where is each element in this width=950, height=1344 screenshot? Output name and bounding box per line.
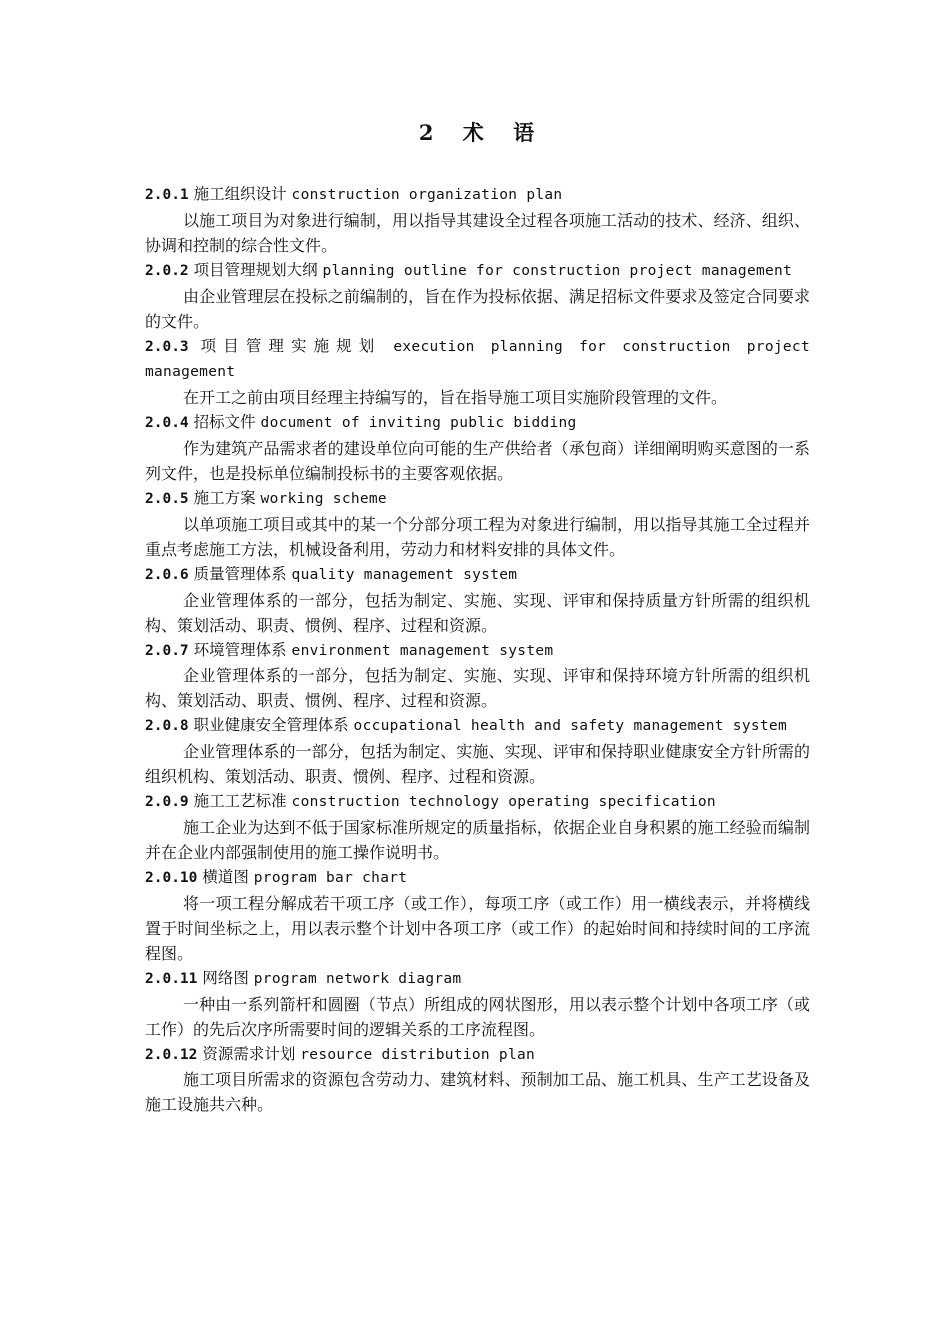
term-number: 2.0.3: [145, 338, 189, 355]
term-number: 2.0.11: [145, 970, 198, 987]
term-heading: [145, 865, 810, 891]
term-chinese-name: 项目管理规划大纲: [193, 260, 318, 279]
term-2-0-1: [145, 182, 810, 258]
term-heading: [145, 562, 810, 588]
term-definition: 企业管理体系的一部分，包括为制定、实施、实现、评审和保持职业健康安全方针所需的组织机构、策划活动、职责、惯例、程序、过程和资源。: [145, 742, 810, 787]
term-2-0-12: [145, 1042, 810, 1118]
term-2-0-11: [145, 966, 810, 1042]
term-heading: [145, 713, 810, 739]
term-english-name: program network diagram: [253, 970, 462, 987]
term-definition: 将一项工程分解成若干项工序（或工作），每项工序（或工作）用一横线表示，并将横线置于时间坐标之上，用以表示整个计划中各项工序（或工作）的起始时间和持续时间的工序流程图。: [145, 893, 810, 963]
term-number: 2.0.2: [145, 262, 189, 279]
term-chinese-name: 招标文件: [193, 413, 256, 432]
term-2-0-5: [145, 486, 810, 562]
chapter-title: 2 术 语: [418, 120, 537, 145]
term-chinese-name: 网络图: [202, 968, 249, 987]
term-2-0-2: [145, 258, 810, 334]
term-2-0-4: [145, 410, 810, 486]
term-heading: [145, 1042, 810, 1068]
term-2-0-9: [145, 789, 810, 865]
term-chinese-name: 施工方案: [193, 488, 256, 507]
term-2-0-6: [145, 562, 810, 638]
term-2-0-3: [145, 334, 810, 411]
term-chinese-name: 横道图: [202, 867, 249, 886]
term-english-name: working scheme: [260, 490, 387, 507]
term-definition: 企业管理体系的一部分，包括为制定、实施、实现、评审和保持环境方针所需的组织机构、策划活动、职责、惯例、程序、过程和资源。: [145, 666, 810, 711]
term-definition: 作为建筑产品需求者的建设单位向可能的生产供给者（承包商）详细阐明购买意图的一系列文件，也是投标单位编制投标书的主要客观依据。: [145, 438, 810, 483]
term-number: 2.0.12: [145, 1046, 198, 1063]
term-number: 2.0.1: [145, 187, 189, 203]
term-definition: 一种由一系列箭杆和圆圈（节点）所组成的网状图形，用以表示整个计划中各项工序（或工作）的先后次序所需要时间的逻辑关系的工序流程图。: [145, 994, 810, 1039]
term-definition: 以施工项目为对象进行编制，用以指导其建设全过程各项施工活动的技术、经济、组织、协调和控制的综合性文件。: [145, 210, 810, 255]
term-number: 2.0.5: [145, 490, 189, 507]
term-english-name: program bar chart: [253, 869, 408, 886]
term-number: 2.0.9: [145, 794, 189, 811]
term-definition: 施工项目所需求的资源包含劳动力、建筑材料、预制加工品、施工机具、生产工艺设备及施工设施共六种。: [145, 1070, 810, 1115]
term-chinese-name: 职业健康安全管理体系: [193, 716, 349, 735]
term-chinese-name: 环境管理体系: [193, 640, 287, 659]
term-number: 2.0.8: [145, 718, 189, 735]
term-english-name: occupational health and safety management system: [353, 718, 787, 735]
term-number: 2.0.4: [145, 415, 189, 432]
term-english-name: environment management system: [291, 642, 554, 659]
term-definition: 由企业管理层在投标之前编制的，旨在作为投标依据、满足招标文件要求及签定合同要求的文件。: [145, 286, 810, 331]
term-definition: 施工企业为达到不低于国家标准所规定的质量指标，依据企业自身积累的施工经验而编制并在企业内部强制使用的施工操作说明书。: [145, 817, 810, 862]
term-heading: [145, 638, 810, 664]
term-heading: [145, 182, 810, 208]
term-2-0-8: [145, 713, 810, 789]
term-chinese-name: 施工工艺标准: [193, 792, 287, 811]
term-heading: [145, 410, 810, 436]
document-page: [145, 118, 810, 1117]
term-number: 2.0.6: [145, 566, 189, 583]
term-english-name: execution planning for construction project management: [145, 338, 810, 381]
term-definition: 以单项施工项目或其中的某一个分部分项工程为对象进行编制，用以指导其施工全过程并重点考虑施工方法，机械设备利用，劳动力和材料安排的具体文件。: [145, 514, 810, 559]
term-heading: [145, 258, 810, 284]
term-number: 2.0.7: [145, 642, 189, 659]
term-heading: [145, 966, 810, 992]
term-chinese-name: 项目管理实施规划: [200, 336, 382, 355]
term-definition: 在开工之前由项目经理主持编写的，旨在指导施工项目实施阶段管理的文件。: [183, 388, 728, 408]
term-english-name: document of inviting public bidding: [260, 415, 577, 432]
term-english-name: planning outline for construction project management: [322, 262, 793, 279]
term-english-name: quality management system: [291, 566, 518, 583]
term-chinese-name: 资源需求计划: [202, 1044, 296, 1063]
term-heading: [145, 486, 810, 512]
term-definition: 企业管理体系的一部分，包括为制定、实施、实现、评审和保持质量方针所需的组织机构、策划活动、职责、惯例、程序、过程和资源。: [145, 590, 810, 635]
term-english-name: resource distribution plan: [300, 1046, 536, 1063]
term-chinese-name: 质量管理体系: [193, 564, 287, 583]
term-2-0-10: [145, 865, 810, 966]
term-heading: [145, 334, 810, 386]
term-english-name: construction organization plan: [291, 187, 563, 203]
term-english-name: construction technology operating specification: [291, 794, 716, 811]
term-2-0-7: [145, 638, 810, 714]
term-chinese-name: 施工组织设计: [193, 185, 287, 203]
term-number: 2.0.10: [145, 869, 198, 886]
term-heading: [145, 789, 810, 815]
